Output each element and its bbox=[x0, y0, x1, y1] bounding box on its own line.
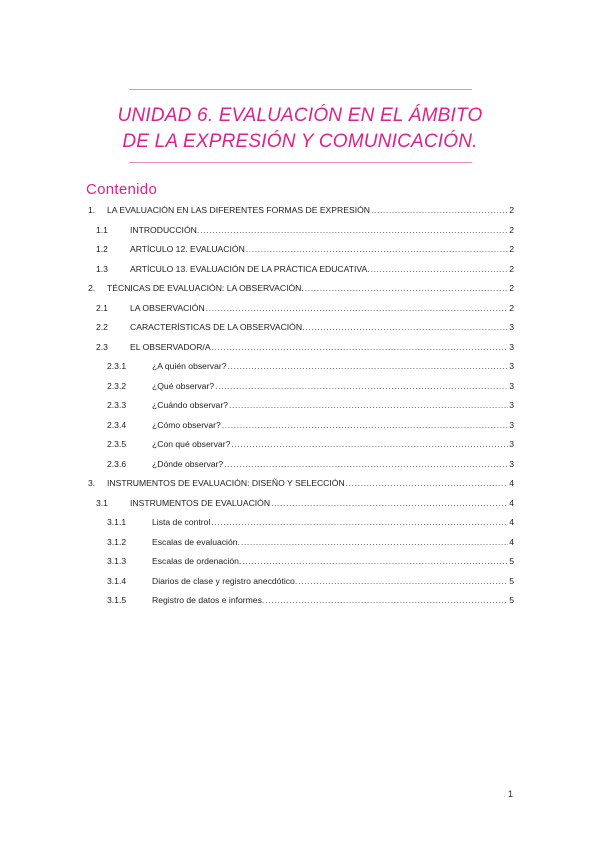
toc-entry-leader bbox=[346, 477, 509, 490]
toc-entry-page: 2 bbox=[509, 244, 514, 254]
toc-entry-title: ARTÍCULO 12. EVALUACIÓN bbox=[130, 244, 245, 254]
page-number: 1 bbox=[508, 789, 514, 799]
toc-entry-leader bbox=[246, 243, 508, 256]
toc-entry-page: 5 bbox=[509, 575, 514, 586]
toc-entry[interactable] bbox=[107, 594, 514, 607]
contents-heading: Contenido bbox=[86, 181, 158, 198]
toc-entry-page: 4 bbox=[509, 497, 514, 508]
toc-entry[interactable] bbox=[96, 243, 514, 256]
title-line-2: DE LA EXPRESIÓN Y COMUNICACIÓN. bbox=[122, 131, 478, 152]
toc-entry-leader bbox=[305, 282, 508, 295]
toc-entry-number: 3.1 bbox=[96, 497, 108, 508]
toc-entry[interactable] bbox=[96, 302, 514, 315]
toc-entry-number: 2.3.2 bbox=[107, 380, 127, 391]
title-bottom-rule bbox=[129, 162, 472, 163]
toc-entry-page: 3 bbox=[509, 341, 514, 352]
toc-entry-leader bbox=[265, 594, 508, 607]
toc-entry-title: INSTRUMENTOS DE EVALUACIÓN: DISEÑO Y SELECCIÓN bbox=[107, 478, 345, 488]
toc-entry-page: 2 bbox=[509, 302, 514, 313]
toc-entry-leader bbox=[211, 516, 508, 529]
toc-entry[interactable] bbox=[107, 399, 514, 412]
toc-entry-title: ¿Dónde observar? bbox=[152, 458, 224, 469]
toc-entry-leader bbox=[212, 341, 509, 354]
toc-entry-leader bbox=[206, 302, 509, 315]
toc-entry-leader bbox=[231, 438, 508, 451]
toc-entry-title: ARTÍCULO 13. EVALUACIÓN DE LA PRÁCTICA EDUCATIVA. bbox=[130, 263, 370, 274]
toc-entry-leader bbox=[228, 360, 509, 373]
toc-entry-title: Lista de control bbox=[152, 517, 211, 527]
toc-entry-title: Diarios de clase y registro anecdótico. bbox=[152, 575, 298, 586]
toc-entry-title: LA EVALUACIÓN EN LAS DIFERENTES FORMAS DE EXPRESIÓN bbox=[107, 205, 370, 215]
toc-entry-page: 4 bbox=[509, 478, 514, 488]
toc-entry[interactable] bbox=[96, 341, 514, 354]
toc-entry-page: 5 bbox=[509, 556, 514, 566]
toc-entry-number: 2.3.4 bbox=[107, 419, 127, 430]
toc-entry-number: 3.1.5 bbox=[107, 595, 127, 605]
toc-entry-number: 2.3.1 bbox=[107, 361, 127, 371]
toc-entry-number: 3.1.1 bbox=[107, 517, 127, 527]
toc-entry-leader bbox=[371, 204, 508, 217]
toc-entry-leader bbox=[371, 263, 509, 276]
toc-entry-leader bbox=[215, 380, 508, 393]
toc-entry[interactable] bbox=[107, 536, 514, 549]
toc-entry-title: ¿Con qué observar? bbox=[152, 439, 231, 449]
toc-entry-leader bbox=[242, 555, 508, 568]
toc-entry-title: ¿A quién observar? bbox=[152, 361, 227, 371]
toc-entry-leader bbox=[298, 575, 508, 588]
toc-entry-leader bbox=[224, 458, 508, 471]
toc-entry-number: 2. bbox=[88, 283, 96, 293]
toc-entry-page: 4 bbox=[509, 517, 514, 527]
toc-entry[interactable] bbox=[88, 477, 514, 490]
toc-entry-page: 3 bbox=[509, 361, 514, 371]
toc-entry[interactable] bbox=[107, 419, 514, 432]
toc-entry-leader bbox=[200, 224, 508, 237]
toc-entry-leader bbox=[305, 321, 508, 334]
toc-entry[interactable] bbox=[88, 282, 514, 295]
toc-entry-title: INTRODUCCIÓN. bbox=[130, 224, 200, 235]
toc-entry-title: Escalas de ordenación. bbox=[152, 556, 242, 566]
toc-entry-page: 2 bbox=[509, 224, 514, 235]
toc-entry-number: 3. bbox=[88, 478, 96, 488]
toc-entry-number: 1. bbox=[88, 205, 96, 215]
toc-entry-title: LA OBSERVACIÓN bbox=[130, 302, 205, 313]
toc-entry-title: ¿Cómo observar? bbox=[152, 419, 221, 430]
toc-entry-page: 4 bbox=[509, 536, 514, 547]
title-line-1: UNIDAD 6. EVALUACIÓN EN EL ÁMBITO bbox=[117, 105, 483, 126]
toc-entry-number: 2.3.6 bbox=[107, 458, 127, 469]
toc-entry[interactable] bbox=[107, 516, 514, 529]
toc-entry[interactable] bbox=[96, 321, 514, 334]
toc-entry-number: 2.1 bbox=[96, 302, 108, 313]
toc-entry[interactable] bbox=[107, 380, 514, 393]
toc-entry-page: 3 bbox=[509, 380, 514, 391]
title-top-rule bbox=[129, 89, 472, 90]
toc-entry-leader bbox=[271, 497, 508, 510]
toc-entry[interactable] bbox=[96, 497, 514, 510]
toc-entry-title: INSTRUMENTOS DE EVALUACIÓN bbox=[130, 497, 271, 508]
toc-entry-leader bbox=[241, 536, 508, 549]
toc-entry-title: ¿Cuándo observar? bbox=[152, 400, 228, 410]
toc-entry-page: 2 bbox=[509, 283, 514, 293]
toc-entry-number: 3.1.3 bbox=[107, 556, 127, 566]
toc-entry-page: 2 bbox=[509, 205, 514, 215]
toc-entry-title: EL OBSERVADOR/A bbox=[130, 341, 211, 352]
toc-entry[interactable] bbox=[107, 438, 514, 451]
toc-entry-number: 1.3 bbox=[96, 263, 108, 274]
toc-entry-number: 2.2 bbox=[96, 322, 108, 332]
toc-entry-number: 2.3.5 bbox=[107, 439, 127, 449]
toc-entry-title: Registro de datos e informes. bbox=[152, 595, 265, 605]
toc-entry-page: 3 bbox=[509, 458, 514, 469]
toc-entry[interactable] bbox=[107, 360, 514, 373]
toc-entry-title: TÉCNICAS DE EVALUACIÓN: LA OBSERVACIÓN. bbox=[107, 283, 304, 293]
toc-entry-number: 2.3.3 bbox=[107, 400, 127, 410]
toc-entry-page: 3 bbox=[509, 400, 514, 410]
toc-entry-page: 3 bbox=[509, 439, 514, 449]
toc-entry-number: 1.2 bbox=[96, 244, 108, 254]
toc-entry-leader bbox=[222, 419, 508, 432]
toc-entry[interactable] bbox=[107, 575, 514, 588]
toc-entry-page: 5 bbox=[509, 595, 514, 605]
toc-entry-page: 3 bbox=[509, 419, 514, 430]
toc-entry-number: 3.1.4 bbox=[107, 575, 127, 586]
toc-entry[interactable] bbox=[107, 458, 514, 471]
toc-entry-title: ¿Qué observar? bbox=[152, 380, 215, 391]
toc-entry[interactable] bbox=[88, 204, 514, 217]
toc-entry[interactable] bbox=[107, 555, 514, 568]
toc-entry-page: 3 bbox=[509, 322, 514, 332]
toc-entry-page: 2 bbox=[509, 263, 514, 274]
toc-entry-number: 1.1 bbox=[96, 224, 108, 235]
toc-entry-title: CARACTERÍSTICAS DE LA OBSERVACIÓN. bbox=[130, 322, 305, 332]
toc-entry-title: Escalas de evaluación. bbox=[152, 536, 240, 547]
toc-entry-number: 3.1.2 bbox=[107, 536, 127, 547]
toc-entry-leader bbox=[229, 399, 508, 412]
toc-entry-number: 2.3 bbox=[96, 341, 108, 352]
toc-entry[interactable] bbox=[96, 263, 514, 276]
document-title bbox=[100, 103, 500, 155]
toc-entry[interactable] bbox=[96, 224, 514, 237]
